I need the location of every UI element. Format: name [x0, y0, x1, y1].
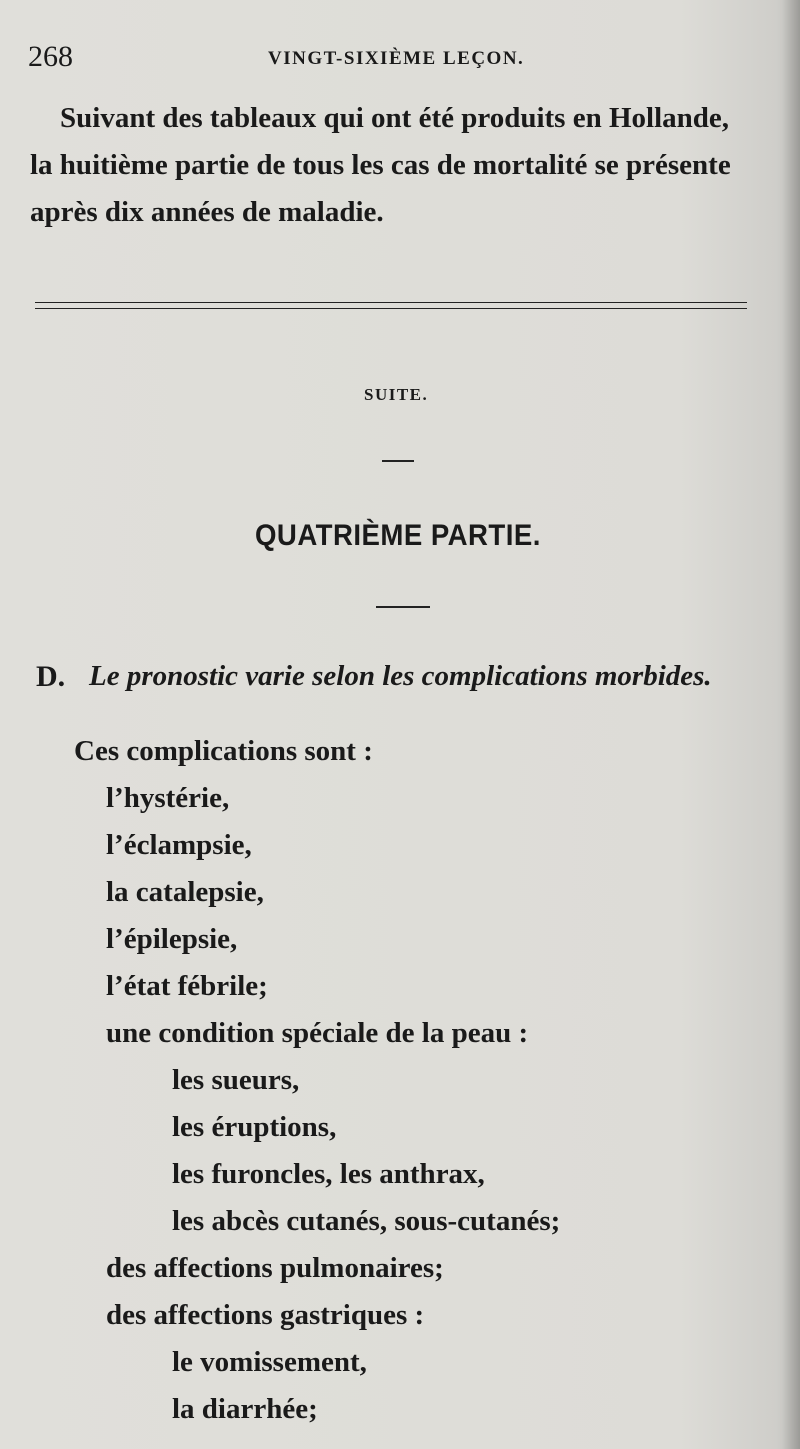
short-rule	[376, 606, 430, 608]
suite-heading: SUITE.	[364, 385, 429, 404]
intro-paragraph	[30, 95, 750, 236]
part-title: QUATRIÈME PARTIE.	[255, 519, 541, 552]
page-number: 268	[28, 40, 73, 73]
list-item: l’état fébrile;	[106, 970, 268, 1002]
list-item: l’hystérie,	[106, 782, 230, 814]
list-item: l’éclampsie,	[106, 829, 252, 861]
list-subitem: la diarrhée;	[172, 1393, 318, 1425]
list-item: une condition spéciale de la peau :	[106, 1017, 529, 1049]
list-subitem: les abcès cutanés, sous-cutanés;	[172, 1205, 561, 1237]
short-rule	[382, 460, 414, 462]
point-label: D.	[36, 660, 66, 693]
running-title: VINGT-SIXIÈME LEÇON.	[268, 48, 525, 69]
list-item: des affections gastriques :	[106, 1299, 425, 1331]
list-intro: Ces complications sont :	[74, 735, 373, 767]
point-title: Le pronostic varie selon les complications morbides.	[89, 660, 712, 692]
list-subitem: les sueurs,	[172, 1064, 300, 1096]
double-rule-top	[35, 302, 747, 303]
list-subitem: les furoncles, les anthrax,	[172, 1158, 485, 1190]
list-item: des affections pulmonaires;	[106, 1252, 444, 1284]
intro-line: la huitième partie de tous les cas de mortalité se présente	[30, 149, 731, 181]
list-item: l’épilepsie,	[106, 923, 238, 955]
intro-line: Suivant des tableaux qui ont été produits en Hollande,	[60, 102, 730, 134]
double-rule-bottom	[35, 308, 747, 309]
list-item: la catalepsie,	[106, 876, 264, 908]
page-edge-shadow	[782, 0, 800, 1449]
list-subitem: le vomissement,	[172, 1346, 367, 1378]
intro-line: après dix années de maladie.	[30, 196, 384, 228]
list-subitem: les éruptions,	[172, 1111, 337, 1143]
